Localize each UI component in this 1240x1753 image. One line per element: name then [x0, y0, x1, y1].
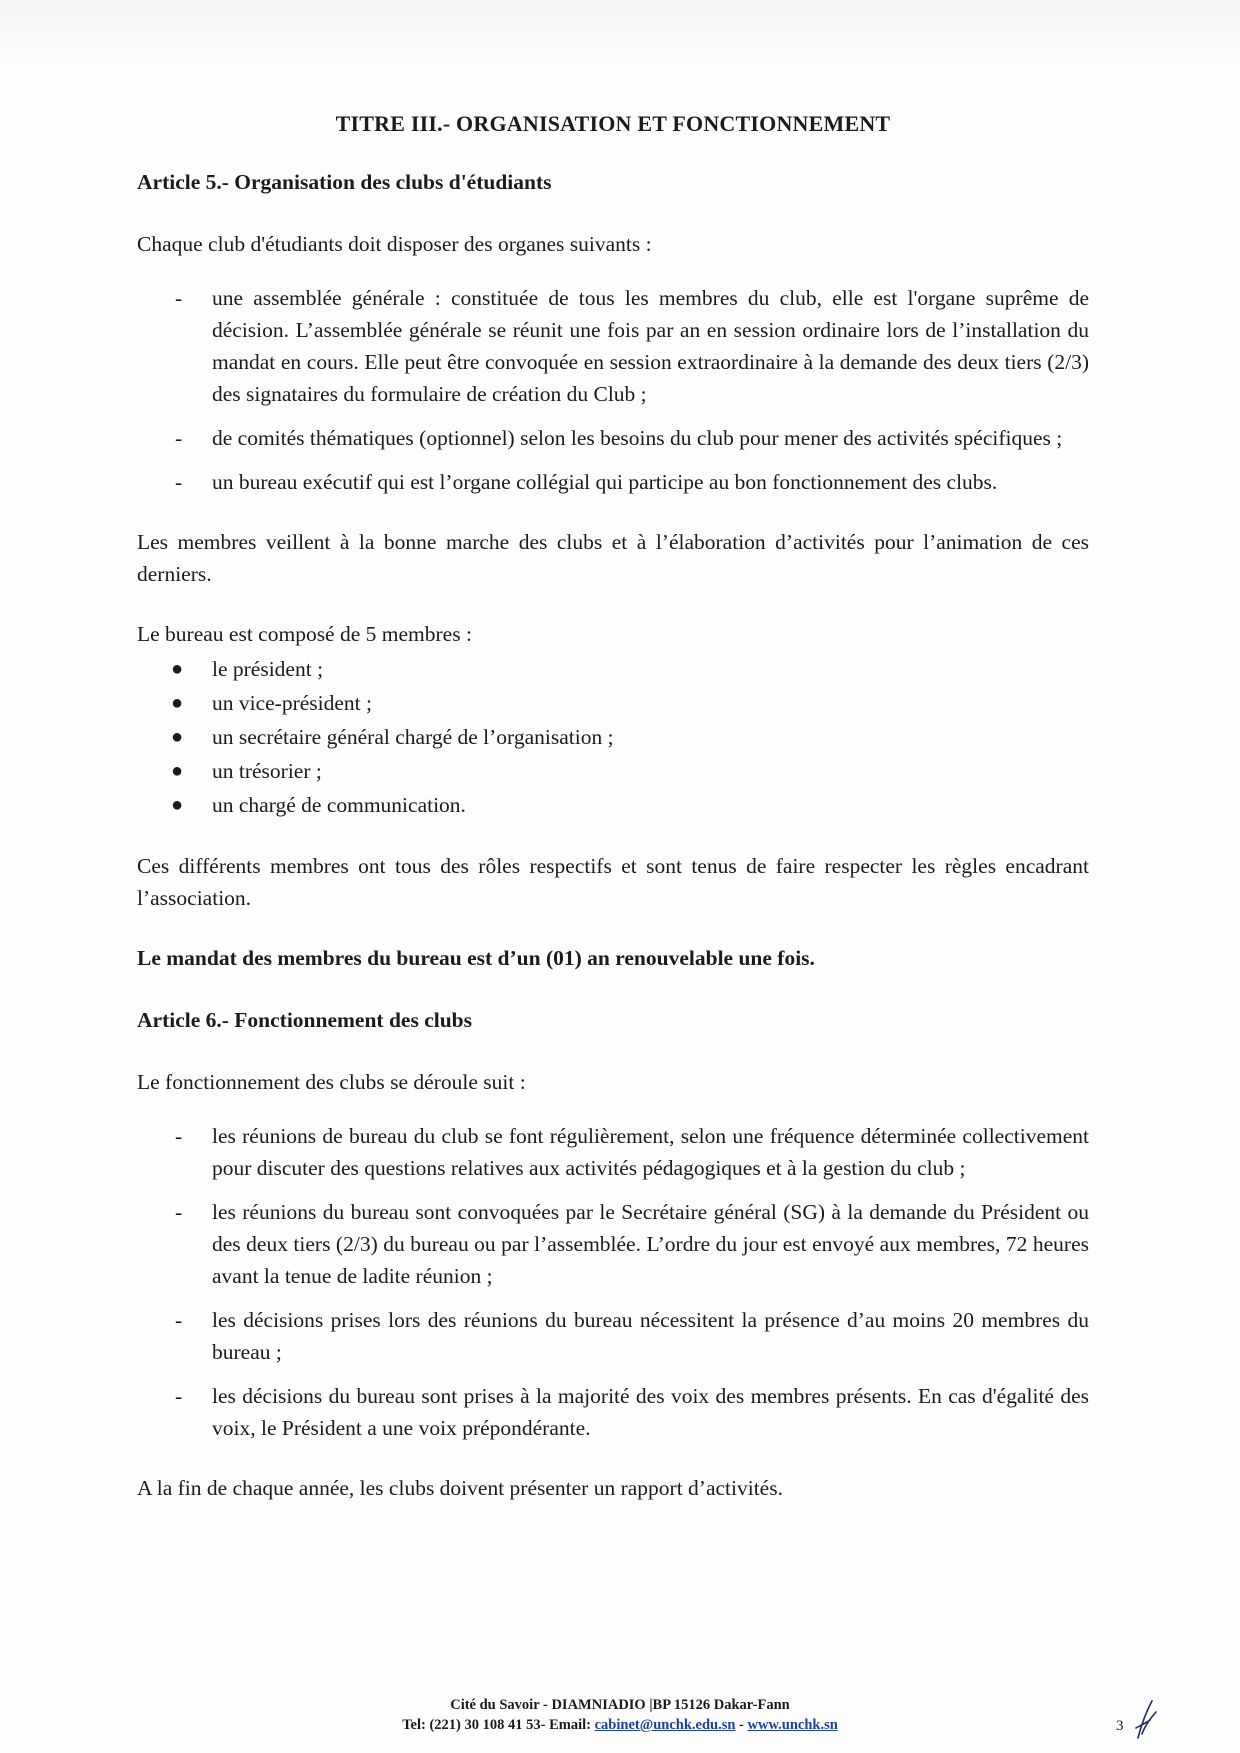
- initials-signature-icon: [1132, 1698, 1160, 1742]
- footer-address: Cité du Savoir - DIAMNIADIO |BP 15126 Dakar-Fann: [450, 1697, 790, 1713]
- footer-email-link[interactable]: cabinet@unchk.edu.sn: [594, 1717, 736, 1733]
- list-item-text: les réunions du bureau sont convoquées par le Secrétaire général (SG) à la demande du Président ou des deux tiers (2/3) du bureau ou par l’assemblée. L’ordre du jour est envoyé aux membres, 72 heures avant la tenue de ladite réunion ;: [212, 1200, 1089, 1288]
- functioning-list: [137, 1120, 1089, 1444]
- dash-bullet: -: [175, 1308, 183, 1332]
- bureau-members-list: [137, 652, 1089, 822]
- footer-separator: -: [735, 1717, 748, 1733]
- dash-bullet: -: [175, 470, 183, 494]
- dash-bullet: -: [175, 426, 183, 450]
- round-bullet: ●: [171, 692, 184, 714]
- page-number: 3: [1116, 1718, 1124, 1734]
- list-item: [137, 282, 1089, 410]
- list-item-text: une assemblée générale : constituée de tous les membres du club, elle est l'organe suprême de décision. L’assemblée générale se réunit une fois par an en session ordinaire lors de l’installation du mandat en cours. Elle peut être convoquée en session extraordinaire à la demande des deux tiers (2/3) des signataires du formulaire de création du Club ;: [212, 286, 1089, 406]
- list-item: [137, 788, 1089, 822]
- page-footer: [0, 1695, 1240, 1735]
- round-bullet: ●: [171, 658, 184, 680]
- list-item: [137, 1120, 1089, 1184]
- roles-paragraph: Ces différents membres ont tous des rôles respectifs et sont tenus de faire respecter les règles encadrant l’association.: [137, 854, 1089, 910]
- mandate-statement: Le mandat des membres du bureau est d’un (01) an renouvelable une fois.: [137, 946, 815, 970]
- list-item-text: les décisions prises lors des réunions du bureau nécessitent la présence d’au moins 20 membres du bureau ;: [212, 1308, 1089, 1364]
- footer-contact: [0, 1715, 1240, 1735]
- list-item: [137, 466, 1089, 498]
- round-bullet: ●: [171, 760, 184, 782]
- footer-website-link[interactable]: www.unchk.sn: [747, 1717, 838, 1733]
- dash-bullet: -: [175, 1124, 183, 1148]
- list-item: [137, 720, 1089, 754]
- list-item-text: un trésorier ;: [212, 759, 322, 783]
- members-paragraph: Les membres veillent à la bonne marche des clubs et à l’élaboration d’activités pour l’animation de ces derniers.: [137, 530, 1089, 586]
- round-bullet: ●: [171, 794, 184, 816]
- list-item-text: le président ;: [212, 657, 324, 681]
- article-6-intro: Le fonctionnement des clubs se déroule suit :: [137, 1070, 526, 1094]
- document-title: TITRE III.- ORGANISATION ET FONCTIONNEMENT: [335, 111, 891, 136]
- list-item-text: un chargé de communication.: [212, 793, 466, 817]
- list-item-text: un bureau exécutif qui est l’organe collégial qui participe au bon fonctionnement des clubs.: [212, 470, 998, 494]
- organs-list: [137, 282, 1089, 498]
- round-bullet: ●: [171, 726, 184, 748]
- list-item-text: les décisions du bureau sont prises à la majorité des voix des membres présents. En cas d'égalité des voix, le Président a une voix prépondérante.: [212, 1384, 1089, 1440]
- article-5-heading: Article 5.- Organisation des clubs d'étudiants: [137, 170, 552, 194]
- article-5-intro: Chaque club d'étudiants doit disposer des organes suivants :: [137, 232, 652, 256]
- dash-bullet: -: [175, 286, 183, 310]
- page-content: [137, 108, 1089, 1504]
- dash-bullet: -: [175, 1200, 183, 1224]
- footer-phone: Tel: (221) 30 108 41 53- Email:: [402, 1717, 595, 1733]
- scan-shadow: [0, 0, 1240, 70]
- list-item-text: de comités thématiques (optionnel) selon les besoins du club pour mener des activités spécifiques ;: [212, 426, 1063, 450]
- list-item: [137, 754, 1089, 788]
- list-item: [137, 1304, 1089, 1368]
- dash-bullet: -: [175, 1384, 183, 1408]
- list-item-text: les réunions de bureau du club se font régulièrement, selon une fréquence déterminée collectivement pour discuter des questions relatives aux activités pédagogiques et à la gestion du club ;: [212, 1124, 1089, 1180]
- list-item: [137, 422, 1089, 454]
- bureau-intro: Le bureau est composé de 5 membres :: [137, 622, 472, 646]
- closing-paragraph: A la fin de chaque année, les clubs doivent présenter un rapport d’activités.: [137, 1476, 783, 1500]
- list-item: [137, 1380, 1089, 1444]
- list-item-text: un vice-président ;: [212, 691, 373, 715]
- article-6-heading: Article 6.- Fonctionnement des clubs: [137, 1008, 473, 1032]
- list-item: [137, 686, 1089, 720]
- list-item: [137, 1196, 1089, 1292]
- list-item-text: un secrétaire général chargé de l’organisation ;: [212, 725, 614, 749]
- list-item: [137, 652, 1089, 686]
